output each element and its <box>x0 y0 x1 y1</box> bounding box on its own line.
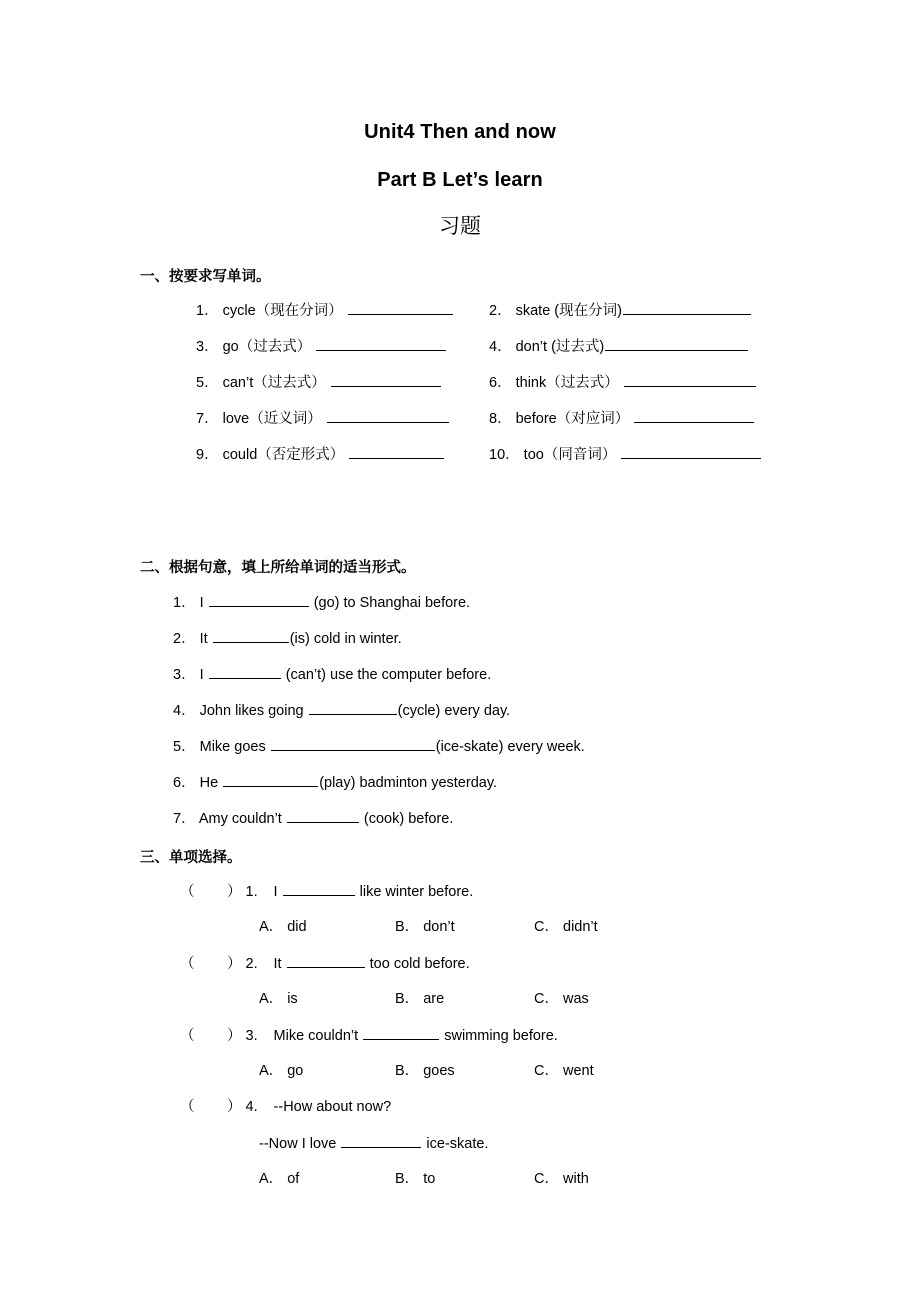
item-text: love（近义词） <box>222 411 322 427</box>
item-text-post: (ice-skate) every week. <box>435 739 585 755</box>
item-number: 7． <box>173 811 196 827</box>
s1-item-5 <box>196 373 442 392</box>
item-text-post: (is) cold in winter. <box>289 631 402 647</box>
option-c[interactable]: C． was <box>534 991 589 1007</box>
s1-item-9 <box>196 445 445 464</box>
answer-blank[interactable] <box>341 1134 421 1148</box>
s2-item-2 <box>173 629 402 648</box>
item-text-post: (cook) before. <box>359 811 454 827</box>
question-number: 4. <box>245 1099 258 1115</box>
option-a[interactable]: A． of <box>259 1171 300 1187</box>
item-text-post: (play) badminton yesterday. <box>319 775 498 791</box>
s3-question-4-sub <box>259 1134 488 1153</box>
item-number: 10． <box>489 447 520 463</box>
question-text-pre: Mike couldn’t <box>273 1028 363 1044</box>
s3-options-4 <box>259 1170 589 1188</box>
option-c[interactable]: C． with <box>534 1171 589 1187</box>
paren-close: ） <box>227 884 242 900</box>
answer-blank[interactable] <box>349 445 444 459</box>
question-text-pre: --How about now? <box>273 1099 392 1115</box>
item-number: 3． <box>196 339 219 355</box>
item-number: 6． <box>489 375 512 391</box>
answer-blank[interactable] <box>223 773 318 787</box>
item-text: before（对应词） <box>515 411 630 427</box>
item-text-pre: John likes going <box>199 703 308 719</box>
s2-item-7 <box>173 809 453 828</box>
item-text: go（过去式） <box>222 339 312 355</box>
section-heading-1: 一、按要求写单词。 <box>140 269 271 285</box>
option-b[interactable]: B． to <box>395 1171 436 1187</box>
s3-question-1 <box>180 882 473 901</box>
s2-item-5 <box>173 737 585 756</box>
item-number: 9． <box>196 447 219 463</box>
item-text-post: (go) to Shanghai before. <box>309 595 471 611</box>
item-text-pre: Amy couldn’t <box>198 811 286 827</box>
option-b[interactable]: B． goes <box>395 1063 455 1079</box>
title-block <box>0 118 920 241</box>
answer-parenthesis[interactable] <box>180 955 227 973</box>
s1-item-8 <box>489 409 755 428</box>
answer-blank[interactable] <box>309 701 397 715</box>
answer-parenthesis[interactable] <box>180 1027 227 1045</box>
item-text: think（过去式） <box>515 375 619 391</box>
answer-blank[interactable] <box>634 409 754 423</box>
item-number: 3． <box>173 667 196 683</box>
s1-item-2 <box>489 301 752 320</box>
s2-item-3 <box>173 665 491 684</box>
section-heading-2: 二、根据句意，填上所给单词的适当形式。 <box>140 560 416 576</box>
item-number: 5． <box>196 375 219 391</box>
paren-close: ） <box>227 1099 242 1115</box>
item-text: don’t (过去式) <box>515 339 605 355</box>
paren-close: ） <box>227 1028 242 1044</box>
question-number: 3. <box>245 1028 258 1044</box>
answer-blank[interactable] <box>287 809 359 823</box>
question-number: 1. <box>245 884 258 900</box>
answer-blank[interactable] <box>316 337 446 351</box>
option-b[interactable]: B． are <box>395 991 445 1007</box>
item-number: 1． <box>196 303 219 319</box>
s3-options-1 <box>259 918 598 936</box>
option-a[interactable]: A． go <box>259 1063 304 1079</box>
answer-blank[interactable] <box>348 301 453 315</box>
s1-item-7 <box>196 409 450 428</box>
s1-item-3 <box>196 337 447 356</box>
option-b[interactable]: B． don’t <box>395 919 455 935</box>
answer-blank[interactable] <box>331 373 441 387</box>
answer-blank[interactable] <box>363 1026 439 1040</box>
answer-blank[interactable] <box>605 337 748 351</box>
option-c[interactable]: C． didn’t <box>534 919 598 935</box>
item-number: 7． <box>196 411 219 427</box>
option-c[interactable]: C． went <box>534 1063 594 1079</box>
item-number: 6． <box>173 775 196 791</box>
item-text: too（同音词） <box>523 447 617 463</box>
option-a[interactable]: A． is <box>259 991 298 1007</box>
page-subtitle: Part B Let’s learn <box>377 169 543 191</box>
question-text-post: swimming before. <box>440 1028 558 1044</box>
answer-blank[interactable] <box>623 301 751 315</box>
answer-blank[interactable] <box>624 373 756 387</box>
item-number: 4． <box>489 339 512 355</box>
item-text: skate (现在分词) <box>515 303 622 319</box>
s1-item-1 <box>196 301 454 320</box>
answer-blank[interactable] <box>621 445 761 459</box>
sub-text-pre: --Now I love <box>259 1136 341 1152</box>
item-text-pre: He <box>199 775 223 791</box>
question-text-post: like winter before. <box>355 884 474 900</box>
s2-item-4 <box>173 701 510 720</box>
item-text-pre: It <box>199 631 212 647</box>
answer-blank[interactable] <box>213 629 289 643</box>
item-number: 2． <box>173 631 196 647</box>
answer-blank[interactable] <box>209 665 281 679</box>
option-a[interactable]: A． did <box>259 919 307 935</box>
page-title: Unit4 Then and now <box>364 121 556 143</box>
exercise-label: 习题 <box>439 215 481 238</box>
s3-question-2 <box>180 954 470 973</box>
s3-question-3 <box>180 1026 558 1045</box>
answer-blank[interactable] <box>327 409 449 423</box>
s1-item-4 <box>489 337 749 356</box>
item-number: 2． <box>489 303 512 319</box>
paren-open: （ <box>180 1099 195 1115</box>
paren-open: （ <box>180 956 195 972</box>
paren-close: ） <box>227 956 242 972</box>
s2-item-6 <box>173 773 497 792</box>
s3-options-3 <box>259 1062 594 1080</box>
item-text: can’t（过去式） <box>222 375 326 391</box>
item-text-pre: Mike goes <box>199 739 270 755</box>
item-number: 8． <box>489 411 512 427</box>
item-number: 5． <box>173 739 196 755</box>
paren-open: （ <box>180 1028 195 1044</box>
item-text-post: (cycle) every day. <box>397 703 511 719</box>
answer-parenthesis[interactable] <box>180 883 227 901</box>
item-text-post: (can’t) use the computer before. <box>281 667 492 683</box>
answer-blank[interactable] <box>287 954 365 968</box>
question-text-pre: I <box>273 884 282 900</box>
paren-open: （ <box>180 884 195 900</box>
s3-options-2 <box>259 990 589 1008</box>
answer-parenthesis[interactable] <box>180 1098 227 1116</box>
section-heading-3: 三、单项选择。 <box>140 850 242 866</box>
item-text-pre: I <box>199 595 208 611</box>
question-text-pre: It <box>273 956 286 972</box>
item-number: 4． <box>173 703 196 719</box>
answer-blank[interactable] <box>271 737 435 751</box>
question-text-post: too cold before. <box>365 956 470 972</box>
s3-question-4 <box>180 1098 391 1116</box>
answer-blank[interactable] <box>283 882 355 896</box>
question-number: 2. <box>245 956 258 972</box>
s2-item-1 <box>173 593 470 612</box>
s1-item-10 <box>489 445 762 464</box>
answer-blank[interactable] <box>209 593 309 607</box>
item-text-pre: I <box>199 667 208 683</box>
item-text: cycle（现在分词） <box>222 303 343 319</box>
item-text: could（否定形式） <box>222 447 345 463</box>
s1-item-6 <box>489 373 757 392</box>
sub-text-post: ice-skate. <box>422 1136 489 1152</box>
item-number: 1． <box>173 595 196 611</box>
